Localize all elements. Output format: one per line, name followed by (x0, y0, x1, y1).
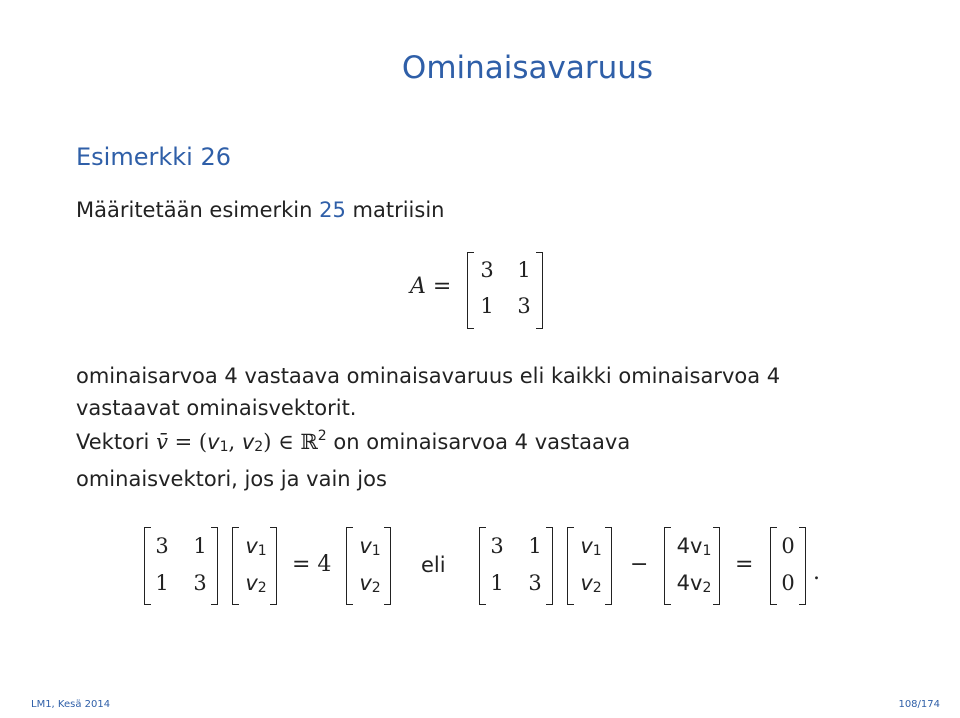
equation-vector-4v: $4v_1$ $4v_2$ (664, 527, 720, 605)
equation-zero-vector: 0 0 (770, 527, 806, 605)
intro-prefix: Määritetään esimerkin (76, 198, 320, 222)
equation-vector-v-1: $v_1$ $v_2$ (232, 527, 277, 605)
matrix-a-cell: 3 (480, 258, 494, 282)
matrix-a (467, 252, 543, 329)
intro-ref-link[interactable]: 25 (319, 198, 346, 222)
equation-equals: = (735, 552, 754, 577)
equation-minus: − (630, 552, 649, 577)
paragraph-1-line-1: ominaisarvoa 4 vastaava ominaisavaruus eli kaikki ominaisarvoa 4 (76, 364, 781, 388)
matrix-a-cell: 1 (517, 258, 531, 282)
intro-line (76, 198, 444, 222)
footer-page-number: 108/174 (898, 699, 940, 710)
example-heading: Esimerkki 26 (76, 143, 231, 171)
matrix-a-cell: 1 (480, 294, 494, 318)
paragraph-2-line-2: ominaisvektori, jos ja vain jos (76, 467, 387, 491)
equation-vector-v-2: $v_1$ $v_2$ (346, 527, 391, 605)
equation-vector-v-3: $v_1$ $v_2$ (567, 527, 612, 605)
equation-period: . (813, 560, 820, 585)
slide-title: Ominaisavaruus (401, 50, 654, 86)
footer-left: LM1, Kesä 2014 (31, 699, 111, 710)
equation-eq-4: = 4 (292, 552, 332, 577)
equation-matrix-a-left: 3 1 1 3 (144, 527, 218, 605)
equation-matrix-a-right: 3 1 1 3 (479, 527, 553, 605)
equation-eli: eli (421, 553, 446, 577)
intro-suffix: matriisin (345, 198, 445, 222)
matrix-a-label: A = (410, 274, 452, 299)
paragraph-2-line-1: Vektori v̄ = ($v_1$, $v_2$) ∈ ℝ$^2$ on ominaisarvoa 4 vastaava (76, 428, 631, 455)
matrix-a-cell: 3 (517, 294, 531, 318)
paragraph-1-line-2: vastaavat ominaisvektorit. (76, 396, 357, 420)
